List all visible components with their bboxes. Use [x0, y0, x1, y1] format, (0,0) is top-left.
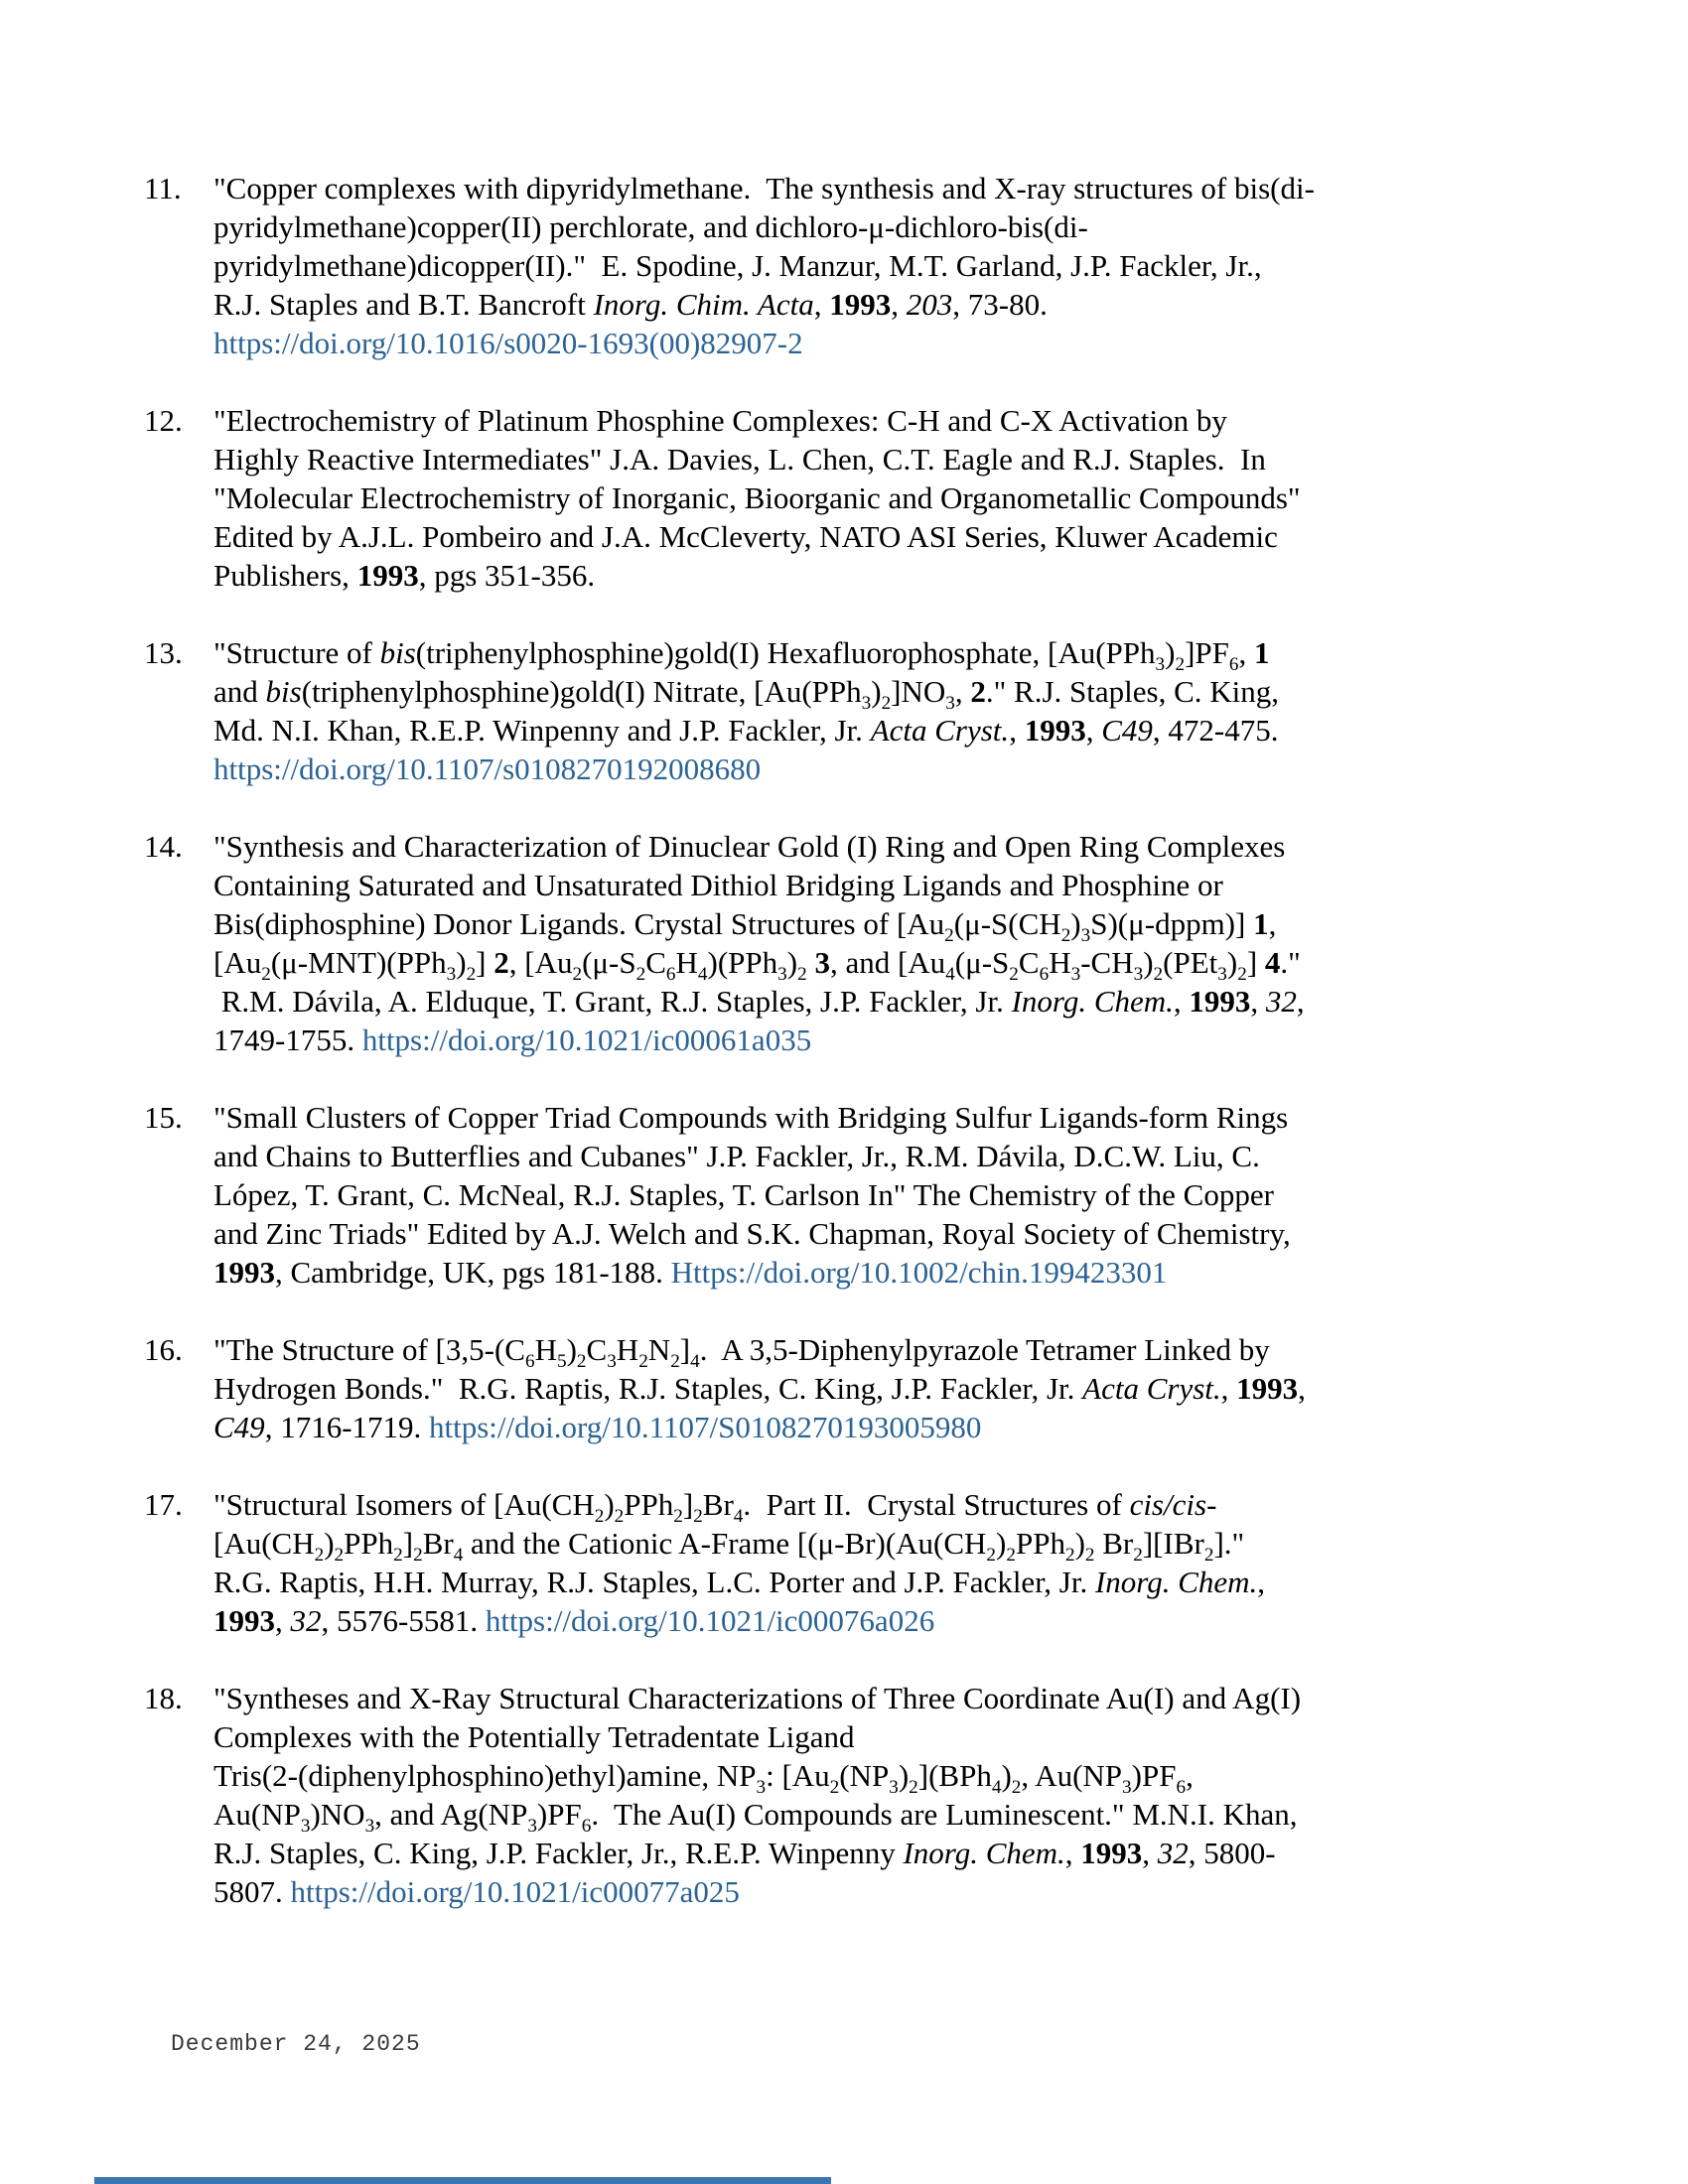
citation-text-run: 32 — [1265, 984, 1297, 1019]
citation-text-run: PPh — [624, 1487, 674, 1522]
citation-text-run: ) — [604, 1487, 615, 1522]
citation-text-run: S)(μ-dppm)] — [1090, 906, 1254, 941]
citation-text-run: 32 — [290, 1603, 322, 1638]
reference-number: 16. — [144, 1332, 183, 1367]
citation-text-run: ]PF — [1185, 635, 1229, 670]
citation-text-run: 1993 — [1236, 1371, 1299, 1406]
citation-text-run: , and [Au — [829, 945, 946, 980]
citation-text-run: ) — [456, 945, 467, 980]
subscript-text: 4 — [690, 1351, 700, 1373]
subscript-text: 2 — [797, 964, 807, 986]
subscript-text: 6 — [1039, 964, 1050, 986]
reference-item — [144, 1330, 1315, 1446]
subscript-text: 2 — [1153, 964, 1164, 986]
reference-text — [213, 827, 1305, 1059]
citation-text-run: Inorg. Chem. — [1011, 984, 1174, 1019]
subscript-text: 3 — [300, 1816, 311, 1838]
citation-text-run: "Small Clusters of Copper Triad Compounds with Bridging Sulfur Ligands-form Rings — [213, 1100, 1289, 1135]
citation-text-run: R.M. Dávila, A. Elduque, T. Grant, R.J. Staples, J.P. Fackler, Jr. — [213, 984, 1012, 1019]
reference-number: 13. — [144, 635, 183, 670]
citation-text-run: pyridylmethane)dicopper(II)." E. Spodine, J. Manzur, M.T. Garland, J.P. Fackler, Jr., — [213, 248, 1262, 283]
reference-item — [144, 1485, 1315, 1640]
citation-text-run: , [Au — [508, 945, 573, 980]
subscript-text: 2 — [261, 964, 271, 986]
citation-text-run: , — [1268, 906, 1277, 941]
citation-text-run: PPh — [344, 1526, 394, 1561]
citation-text-run: "Molecular Electrochemistry of Inorganic, Bioorganic and Organometallic Compounds" — [213, 480, 1301, 515]
citation-text-run: ) — [1143, 945, 1154, 980]
subscript-text: 2 — [670, 1351, 680, 1373]
citation-text-run: : [Au — [766, 1758, 830, 1793]
citation-text-run: 1993 — [1080, 1836, 1143, 1870]
citation-text-run: "The Structure of [3,5-(C — [213, 1332, 525, 1367]
reference-item — [144, 1098, 1315, 1292]
doi-link[interactable]: Https://doi.org/10.1002/chin.199423301 — [670, 1255, 1168, 1290]
citation-text-run: pyridylmethane)copper(II) perchlorate, and dichloro-μ-dichloro-bis(di- — [213, 209, 1088, 244]
citation-text-run: ) — [996, 1526, 1007, 1561]
subscript-text: 6 — [1228, 654, 1239, 676]
subscript-text: 3 — [607, 1351, 617, 1373]
citation-text-run: , — [1250, 984, 1266, 1019]
citation-text-run: 2 — [493, 945, 509, 980]
doi-link[interactable]: https://doi.org/10.1021/ic00076a026 — [485, 1603, 935, 1638]
citation-text-run: H — [675, 945, 698, 980]
citation-text-run: . The Au(I) Compounds are Luminescent." M.N.I. Khan, — [591, 1797, 1298, 1832]
citation-text-run: bis — [265, 674, 302, 709]
reference-number: 17. — [144, 1487, 183, 1522]
citation-text-run: 3 — [814, 945, 830, 980]
subscript-text: 2 — [334, 1545, 345, 1567]
citation-text-run: [Au(CH — [213, 1526, 315, 1561]
citation-text-run: ] — [1246, 945, 1265, 980]
citation-text-run: , 5576-5581. — [321, 1603, 486, 1638]
citation-text-run: , — [954, 674, 971, 709]
citation-text-run: ) — [1165, 635, 1176, 670]
subscript-text: 2 — [314, 1545, 325, 1567]
subscript-text: 3 — [1080, 925, 1091, 947]
citation-text-run: (μ-S — [954, 945, 1010, 980]
subscript-text: 3 — [446, 964, 457, 986]
subscript-text: 6 — [581, 1816, 592, 1838]
citation-text-run: Inorg. Chim. Acta — [593, 287, 814, 322]
citation-text-run: ) — [566, 1332, 577, 1367]
subscript-text: 2 — [881, 693, 892, 715]
citation-text-run: , — [1142, 1836, 1158, 1870]
doi-link[interactable]: https://doi.org/10.1016/s0020-1693(00)82907-2 — [213, 326, 803, 360]
citation-text-run: R.J. Staples, C. King, J.P. Fackler, Jr., R.E.P. Winpenny — [213, 1836, 904, 1870]
citation-text-run: ]." — [1213, 1526, 1245, 1561]
subscript-text: 2 — [673, 1506, 683, 1528]
citation-text-run: , pgs 351-356. — [418, 558, 596, 593]
citation-text-run: H — [1049, 945, 1071, 980]
subscript-text: 2 — [1175, 654, 1186, 676]
citation-text-run: ] — [682, 1487, 694, 1522]
citation-text-run: 1 — [1253, 635, 1270, 670]
citation-text-run: , Au(NP — [1021, 1758, 1123, 1793]
reference-list — [144, 169, 1315, 1950]
subscript-text: 2 — [635, 964, 646, 986]
citation-text-run: , 1716-1719. — [264, 1410, 430, 1444]
citation-text-run: "Structural Isomers of [Au(CH — [213, 1487, 595, 1522]
citation-text-run: ) — [1070, 906, 1081, 941]
citation-text-run: 2 — [970, 674, 986, 709]
subscript-text: 6 — [665, 964, 676, 986]
citation-text-run: , 73-80. — [952, 287, 1048, 322]
subscript-text: 2 — [576, 1351, 587, 1373]
subscript-text: 5 — [556, 1351, 567, 1373]
citation-text-run: ." — [1280, 945, 1301, 980]
citation-text-run: "Copper complexes with dipyridylmethane. The synthesis and X-ray structures of bis(di- — [213, 171, 1315, 205]
reference-number: 11. — [144, 171, 182, 205]
citation-text-run: ](BPh — [917, 1758, 992, 1793]
citation-text-run: 1993 — [213, 1255, 275, 1290]
citation-text-run: 1993 — [213, 1603, 275, 1638]
citation-text-run: Au(NP — [213, 1797, 301, 1832]
reference-item — [144, 633, 1315, 788]
subscript-text: 2 — [413, 1545, 423, 1567]
citation-text-run: 1993 — [356, 558, 419, 593]
citation-text-run: and Chains to Butterflies and Cubanes" J.P. Fackler, Jr., R.M. Dávila, D.C.W. Liu, C. — [213, 1139, 1260, 1173]
reference-item — [144, 827, 1315, 1059]
subscript-text: 2 — [393, 1545, 403, 1567]
reference-text — [213, 169, 1315, 362]
citation-text-run: , — [1173, 984, 1190, 1019]
doi-link[interactable]: https://doi.org/10.1107/s0108270192008680 — [213, 751, 762, 786]
subscript-text: 4 — [991, 1777, 1002, 1799]
subscript-text: 2 — [1011, 1777, 1022, 1799]
citation-text-run: Inorg. Chem. — [903, 1836, 1065, 1870]
citation-text-run: (triphenylphosphine)gold(I) Nitrate, [Au(PPh — [301, 674, 862, 709]
citation-text-run: Inorg. Chem. — [1094, 1565, 1258, 1599]
citation-text-run: , — [275, 1603, 291, 1638]
citation-text-run: Acta Cryst. — [1082, 1371, 1221, 1406]
subscript-text: 4 — [697, 964, 708, 986]
citation-text-run: Complexes with the Potentially Tetradentate Ligand — [213, 1719, 855, 1754]
citation-text-run: N — [647, 1332, 671, 1367]
subscript-text: 3 — [1070, 964, 1081, 986]
citation-text-run: , — [1298, 1371, 1306, 1406]
citation-text-run: . A 3,5-Diphenylpyrazole Tetramer Linked by — [699, 1332, 1270, 1367]
subscript-text: 2 — [1009, 964, 1019, 986]
citation-text-run: C — [586, 1332, 608, 1367]
footer-date: December 24, 2025 — [171, 2031, 421, 2057]
citation-text-run: , 5800- — [1188, 1836, 1276, 1870]
citation-text-run: R.J. Staples and B.T. Bancroft — [213, 287, 594, 322]
citation-text-run: , 472-475. — [1152, 713, 1279, 748]
subscript-text: 2 — [1237, 964, 1247, 986]
subscript-text: 2 — [1133, 1545, 1143, 1567]
citation-text-run: C49 — [213, 1410, 265, 1444]
subscript-text: 3 — [889, 1777, 899, 1799]
subscript-text: 4 — [945, 964, 955, 986]
citation-text-run: Br — [1094, 1526, 1134, 1561]
citation-text-run: "Synthesis and Characterization of Dinuclear Gold (I) Ring and Open Ring Complexes — [213, 829, 1286, 864]
citation-text-run: )(PPh — [707, 945, 778, 980]
subscript-text: 3 — [1217, 964, 1227, 986]
subscript-text: 2 — [572, 964, 583, 986]
citation-text-run: and the Cationic A-Frame [(μ-Br)(Au(CH — [463, 1526, 987, 1561]
citation-text-run: ]NO — [891, 674, 946, 709]
citation-text-run: Tris(2-(diphenylphosphino)ethyl)amine, NP — [213, 1758, 757, 1793]
reference-text — [213, 633, 1279, 788]
citation-text-run: , — [1220, 1371, 1237, 1406]
subscript-text: 3 — [527, 1816, 537, 1838]
subscript-text: 2 — [1203, 1545, 1214, 1567]
citation-text-run: (triphenylphosphine)gold(I) Hexafluorophosphate, [Au(PPh — [415, 635, 1156, 670]
citation-text-run: ) — [898, 1758, 910, 1793]
citation-text-run: 1 — [1253, 906, 1269, 941]
citation-text-run: , — [891, 287, 907, 322]
subscript-text: 3 — [1122, 1777, 1132, 1799]
citation-text-run: Edited by A.J.L. Pombeiro and J.A. McCleverty, NATO ASI Series, Kluwer Academic — [213, 519, 1278, 554]
subscript-text: 2 — [594, 1506, 605, 1528]
subscript-text: 2 — [944, 925, 954, 947]
citation-text-run: Br — [702, 1487, 734, 1522]
citation-text-run: 203 — [906, 287, 953, 322]
citation-text-run: 1993 — [1024, 713, 1086, 748]
citation-text-run: Hydrogen Bonds." R.G. Raptis, R.J. Staples, C. King, J.P. Fackler, Jr. — [213, 1371, 1083, 1406]
subscript-text: 2 — [638, 1351, 648, 1373]
citation-text-run: ] — [679, 1332, 691, 1367]
citation-text-run: ] — [402, 1526, 414, 1561]
bottom-accent-bar — [94, 2177, 831, 2184]
citation-text-run: R.G. Raptis, H.H. Murray, R.J. Staples, L.C. Porter and J.P. Fackler, Jr. — [213, 1565, 1095, 1599]
citation-text-run: (μ-S — [582, 945, 636, 980]
reference-item — [144, 169, 1315, 362]
subscript-text: 6 — [524, 1351, 535, 1373]
citation-text-run: C — [1018, 945, 1040, 980]
citation-text-run: 1993 — [1189, 984, 1251, 1019]
doi-link[interactable]: https://doi.org/10.1021/ic00061a035 — [361, 1023, 812, 1057]
citation-text-run: ) — [871, 674, 882, 709]
citation-text-run: ." R.J. Staples, C. King, — [985, 674, 1280, 709]
citation-text-run: H — [534, 1332, 557, 1367]
citation-text-run: , Cambridge, UK, pgs 181-188. — [275, 1255, 671, 1290]
reference-text — [213, 401, 1301, 595]
citation-text-run: 1993 — [829, 287, 892, 322]
subscript-text: 2 — [614, 1506, 625, 1528]
citation-text-run: , and Ag(NP — [374, 1797, 528, 1832]
citation-text-run: ) — [1074, 1526, 1085, 1561]
reference-item — [144, 401, 1315, 595]
subscript-text: 6 — [1176, 1777, 1187, 1799]
subscript-text: 4 — [453, 1545, 464, 1567]
reference-text — [213, 1098, 1291, 1292]
citation-text-run: ) — [1226, 945, 1238, 980]
citation-text-run: - — [1206, 1487, 1217, 1522]
citation-text-run: (PEt — [1163, 945, 1218, 980]
citation-text-run: , — [1296, 984, 1305, 1019]
reference-number: 15. — [144, 1100, 183, 1135]
citation-text-run: , — [1186, 1758, 1194, 1793]
subscript-text: 2 — [1084, 1545, 1095, 1567]
citation-text-run: Highly Reactive Intermediates" J.A. Davies, L. Chen, C.T. Eagle and R.J. Staples. In — [213, 442, 1266, 477]
subscript-text: 2 — [1006, 1545, 1016, 1567]
citation-text-run: bis — [379, 635, 416, 670]
reference-text — [213, 1679, 1301, 1911]
citation-text-run: López, T. Grant, C. McNeal, R.J. Staples, T. Carlson In" The Chemistry of the Copper — [213, 1177, 1274, 1212]
citation-text-run: ][IBr — [1142, 1526, 1204, 1561]
citation-text-run: 1749-1755. — [213, 1023, 362, 1057]
subscript-text: 3 — [756, 1777, 767, 1799]
citation-text-run: PPh — [1015, 1526, 1065, 1561]
subscript-text: 4 — [733, 1506, 744, 1528]
citation-text-run: ] — [476, 945, 494, 980]
reference-text — [213, 1330, 1306, 1446]
subscript-text: 3 — [945, 693, 955, 715]
subscript-text: 2 — [1064, 1545, 1075, 1567]
doi-link[interactable]: https://doi.org/10.1021/ic00077a025 — [290, 1874, 740, 1909]
citation-text-run: , — [1085, 713, 1102, 748]
citation-text-run: "Structure of — [213, 635, 380, 670]
citation-text-run: , — [1009, 713, 1025, 748]
citation-text-run: 5807. — [213, 1874, 291, 1909]
subscript-text: 2 — [829, 1777, 840, 1799]
citation-text-run: and Zinc Triads" Edited by A.J. Welch and S.K. Chapman, Royal Society of Chemistry, — [213, 1216, 1291, 1251]
citation-text-run: "Syntheses and X-Ray Structural Characterizations of Three Coordinate Au(I) and Ag(I) — [213, 1681, 1302, 1715]
reference-text — [213, 1485, 1265, 1640]
citation-text-run: Md. N.I. Khan, R.E.P. Winpenny and J.P. Fackler, Jr. — [213, 713, 871, 748]
citation-text-run: )PF — [536, 1797, 582, 1832]
subscript-text: 3 — [861, 693, 872, 715]
citation-text-run: ) — [324, 1526, 335, 1561]
citation-text-run: . Part II. Crystal Structures of — [743, 1487, 1130, 1522]
citation-text-run: Acta Cryst. — [870, 713, 1010, 748]
subscript-text: 2 — [909, 1777, 918, 1799]
subscript-text: 3 — [364, 1816, 375, 1838]
citation-text-run: and — [213, 674, 266, 709]
citation-text-run: (μ-MNT)(PPh — [270, 945, 447, 980]
reference-number: 18. — [144, 1681, 183, 1715]
citation-text-run: H — [616, 1332, 639, 1367]
subscript-text: 2 — [693, 1506, 703, 1528]
citation-text-run: Containing Saturated and Unsaturated Dithiol Bridging Ligands and Phosphine or — [213, 868, 1223, 902]
reference-number: 12. — [144, 403, 183, 438]
citation-text-run: , — [1238, 635, 1254, 670]
subscript-text: 3 — [777, 964, 787, 986]
citation-text-run: (μ-S(CH — [953, 906, 1061, 941]
citation-text-run: 4 — [1264, 945, 1281, 980]
subscript-text: 2 — [1060, 925, 1071, 947]
citation-text-run: -CH — [1080, 945, 1134, 980]
subscript-text: 3 — [1155, 654, 1166, 676]
doi-link[interactable]: https://doi.org/10.1107/S0108270193005980 — [429, 1410, 982, 1444]
citation-text-run: , — [1257, 1565, 1266, 1599]
citation-text-run: "Electrochemistry of Platinum Phosphine Complexes: C-H and C-X Activation by — [213, 403, 1227, 438]
subscript-text: 3 — [1133, 964, 1144, 986]
citation-text-run: C — [645, 945, 666, 980]
subscript-text: 2 — [466, 964, 477, 986]
citation-text-run: ) — [786, 945, 798, 980]
citation-text-run: [Au — [213, 945, 262, 980]
citation-text-run: Bis(diphosphine) Donor Ligands. Crystal Structures of [Au — [213, 906, 945, 941]
citation-text-run: , — [1064, 1836, 1081, 1870]
citation-text-run: Publishers, — [213, 558, 357, 593]
reference-number: 14. — [144, 829, 183, 864]
citation-text-run: )PF — [1131, 1758, 1177, 1793]
citation-text-run: ) — [1001, 1758, 1012, 1793]
citation-text-run: 32 — [1157, 1836, 1189, 1870]
subscript-text: 2 — [986, 1545, 997, 1567]
reference-item — [144, 1679, 1315, 1911]
citation-text-run: Br — [422, 1526, 454, 1561]
citation-text-run: )NO — [310, 1797, 365, 1832]
citation-text-run: (NP — [839, 1758, 890, 1793]
citation-text-run: , — [813, 287, 830, 322]
citation-text-run: cis/cis — [1129, 1487, 1207, 1522]
citation-text-run: C49 — [1101, 713, 1153, 748]
